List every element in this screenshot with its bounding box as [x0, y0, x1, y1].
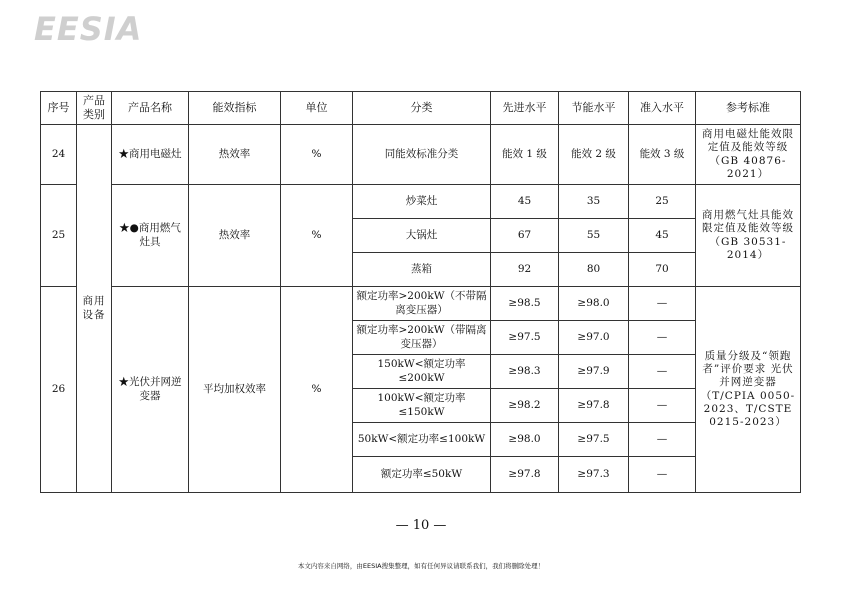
- saving-level: 能效 2 级: [559, 125, 629, 185]
- row-number: 25: [41, 185, 77, 287]
- classification: 额定功率>200kW（不带隔离变压器）: [353, 287, 491, 321]
- header-cell: 分类: [353, 92, 491, 125]
- eesia-logo: EESIA: [34, 10, 143, 48]
- product-name: ★商用电磁灶: [112, 125, 189, 185]
- header-cell: 序号: [41, 92, 77, 125]
- header-cell: 参考标准: [696, 92, 801, 125]
- table-row: [41, 185, 801, 219]
- table-row: [41, 287, 801, 321]
- page-number: — 10 —: [395, 518, 447, 533]
- saving-level: ≥97.8: [559, 389, 629, 423]
- classification: 100kW<额定功率≤150kW: [353, 389, 491, 423]
- reference-standard: 质量分级及“领跑者”评价要求 光伏并网逆变器（T/CPIA 0050-2023、T/CSTE 0215-2023）: [696, 287, 801, 493]
- advanced-level: ≥98.2: [491, 389, 559, 423]
- efficiency-indicator: 热效率: [189, 125, 281, 185]
- entry-level: 25: [629, 185, 696, 219]
- entry-level: —: [629, 355, 696, 389]
- efficiency-indicator: 热效率: [189, 185, 281, 287]
- table-row: [41, 125, 801, 185]
- entry-level: —: [629, 321, 696, 355]
- saving-level: ≥97.5: [559, 423, 629, 457]
- entry-level: 能效 3 级: [629, 125, 696, 185]
- classification: 50kW<额定功率≤100kW: [353, 423, 491, 457]
- classification: 额定功率>200kW（带隔离变压器）: [353, 321, 491, 355]
- advanced-level: ≥98.3: [491, 355, 559, 389]
- header-cell: 单位: [281, 92, 353, 125]
- entry-level: 70: [629, 253, 696, 287]
- energy-efficiency-table: [40, 91, 801, 493]
- header-cell: 节能水平: [559, 92, 629, 125]
- saving-level: ≥97.9: [559, 355, 629, 389]
- product-name: ★●商用燃气灶具: [112, 185, 189, 287]
- product-category: 商用设备: [77, 125, 112, 493]
- header-cell: 产品名称: [112, 92, 189, 125]
- efficiency-indicator: 平均加权效率: [189, 287, 281, 493]
- advanced-level: 能效 1 级: [491, 125, 559, 185]
- product-name: ★光伏并网逆变器: [112, 287, 189, 493]
- row-number: 24: [41, 125, 77, 185]
- unit: %: [281, 125, 353, 185]
- classification: 150kW<额定功率≤200kW: [353, 355, 491, 389]
- saving-level: ≥98.0: [559, 287, 629, 321]
- header-cell: 先进水平: [491, 92, 559, 125]
- entry-level: —: [629, 389, 696, 423]
- entry-level: —: [629, 287, 696, 321]
- classification: 蒸箱: [353, 253, 491, 287]
- advanced-level: ≥98.5: [491, 287, 559, 321]
- advanced-level: ≥97.5: [491, 321, 559, 355]
- row-number: 26: [41, 287, 77, 493]
- unit: %: [281, 185, 353, 287]
- entry-level: —: [629, 457, 696, 493]
- footer-disclaimer: 本文内容来自网络，由EESIA搜集整理，如有任何异议请联系我们，我们将删除处理！: [297, 562, 545, 570]
- advanced-level: 92: [491, 253, 559, 287]
- classification: 大锅灶: [353, 219, 491, 253]
- entry-level: —: [629, 423, 696, 457]
- classification: 炒菜灶: [353, 185, 491, 219]
- advanced-level: ≥98.0: [491, 423, 559, 457]
- saving-level: 80: [559, 253, 629, 287]
- saving-level: ≥97.0: [559, 321, 629, 355]
- classification: 额定功率≤50kW: [353, 457, 491, 493]
- header-cell: 准入水平: [629, 92, 696, 125]
- reference-standard: 商用燃气灶具能效限定值及能效等级（GB 30531-2014）: [696, 185, 801, 287]
- classification: 同能效标准分类: [353, 125, 491, 185]
- header-row: [41, 92, 801, 125]
- advanced-level: ≥97.8: [491, 457, 559, 493]
- header-cell: 产品类别: [77, 92, 112, 125]
- header-cell: 能效指标: [189, 92, 281, 125]
- reference-standard: 商用电磁灶能效限定值及能效等级（GB 40876-2021）: [696, 125, 801, 185]
- saving-level: ≥97.3: [559, 457, 629, 493]
- advanced-level: 67: [491, 219, 559, 253]
- saving-level: 35: [559, 185, 629, 219]
- saving-level: 55: [559, 219, 629, 253]
- entry-level: 45: [629, 219, 696, 253]
- advanced-level: 45: [491, 185, 559, 219]
- unit: %: [281, 287, 353, 493]
